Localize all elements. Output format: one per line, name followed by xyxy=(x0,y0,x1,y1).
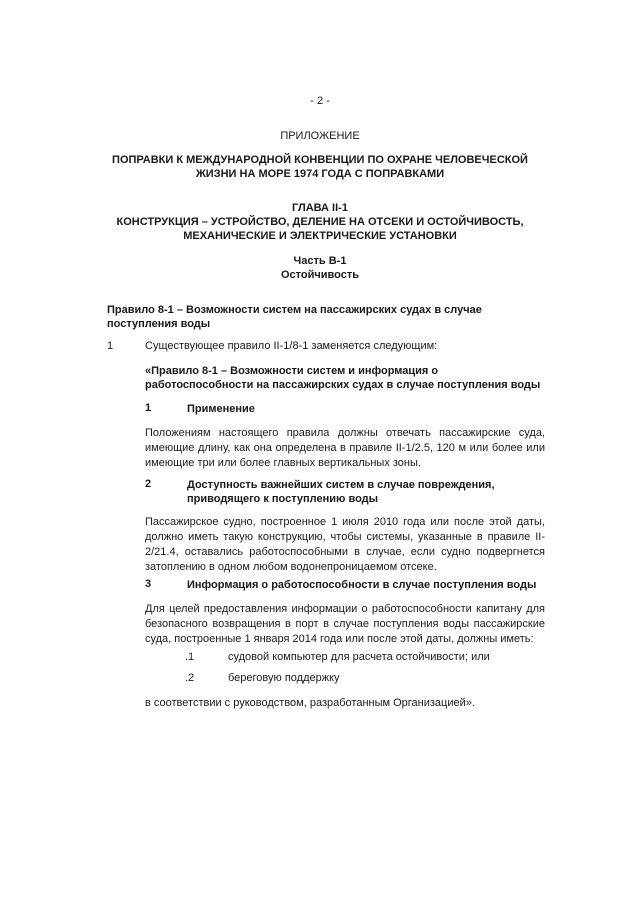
chapter-heading xyxy=(0,201,640,243)
list-item-number: .1 xyxy=(185,651,195,663)
page-number: - 2 - xyxy=(310,95,330,107)
section-body: Для целей предоставления информации о работоспособности капитану для безопасного возвращения в порт в случае поступления воды пассажирские суда, построенные 1 января 2014 года или после этой даты, должны иметь: xyxy=(145,603,545,645)
title-line-1: ПОПРАВКИ К МЕЖДУНАРОДНОЙ КОНВЕНЦИИ ПО ОХРАНЕ ЧЕЛОВЕЧЕСКОЙ xyxy=(112,154,528,166)
list-item-number: .2 xyxy=(185,672,195,684)
list-item-text: судовой компьютер для расчета остойчивости; или xyxy=(228,651,490,663)
section-body: Положениям настоящего правила должны отвечать пассажирские суда, имеющие длину, как она определена в правиле II-1/2.5, 120 м или более или имеющие три или более главных вертикальных зоны. xyxy=(145,427,545,469)
annex-label: ПРИЛОЖЕНИЕ xyxy=(280,130,360,142)
closing-text: в соответствии с руководством, разработанным Организацией». xyxy=(145,697,475,709)
list-item-text: береговую поддержку xyxy=(228,672,340,684)
chapter-title-line-2: МЕХАНИЧЕСКИЕ И ЭЛЕКТРИЧЕСКИЕ УСТАНОВКИ xyxy=(183,230,457,242)
paragraph-text: Существующее правило II-1/8-1 заменяется следующим: xyxy=(145,340,438,352)
part-name: Остойчивость xyxy=(280,269,359,281)
document-title xyxy=(0,153,640,181)
section-title: Доступность важнейших систем в случае повреждения, приводящего к поступлению воды xyxy=(187,479,495,505)
section-body: Пассажирское судно, построенное 1 июля 2010 года или после этой даты, должно иметь такую конструкцию, чтобы системы, указанные в правиле II-2/21.4, оставались работоспособными в случае, если судно подвергнется затоплению в одном любом водонепроницаемом отсеке. xyxy=(145,516,545,573)
chapter-label: ГЛАВА II-1 xyxy=(292,202,348,214)
part-heading xyxy=(0,254,640,282)
quoted-regulation-heading: «Правило 8-1 – Возможности систем и информация о работоспособности на пассажирских судах в случае поступления воды xyxy=(145,365,541,391)
section-number: 3 xyxy=(145,578,152,590)
section-number: 2 xyxy=(145,478,152,490)
part-label: Часть В-1 xyxy=(293,255,347,267)
section-number: 1 xyxy=(145,402,152,414)
section-title: Применение xyxy=(187,403,255,415)
section-title: Информация о работоспособности в случае поступления воды xyxy=(187,579,537,591)
paragraph-number: 1 xyxy=(107,340,114,352)
regulation-heading: Правило 8-1 – Возможности систем на пассажирских судах в случае поступления воды xyxy=(107,304,482,330)
title-line-2: ЖИЗНИ НА МОРЕ 1974 ГОДА С ПОПРАВКАМИ xyxy=(195,168,445,180)
chapter-title-line-1: КОНСТРУКЦИЯ – УСТРОЙСТВО, ДЕЛЕНИЕ НА ОТСЕКИ И ОСТОЙЧИВОСТЬ, xyxy=(116,216,524,228)
